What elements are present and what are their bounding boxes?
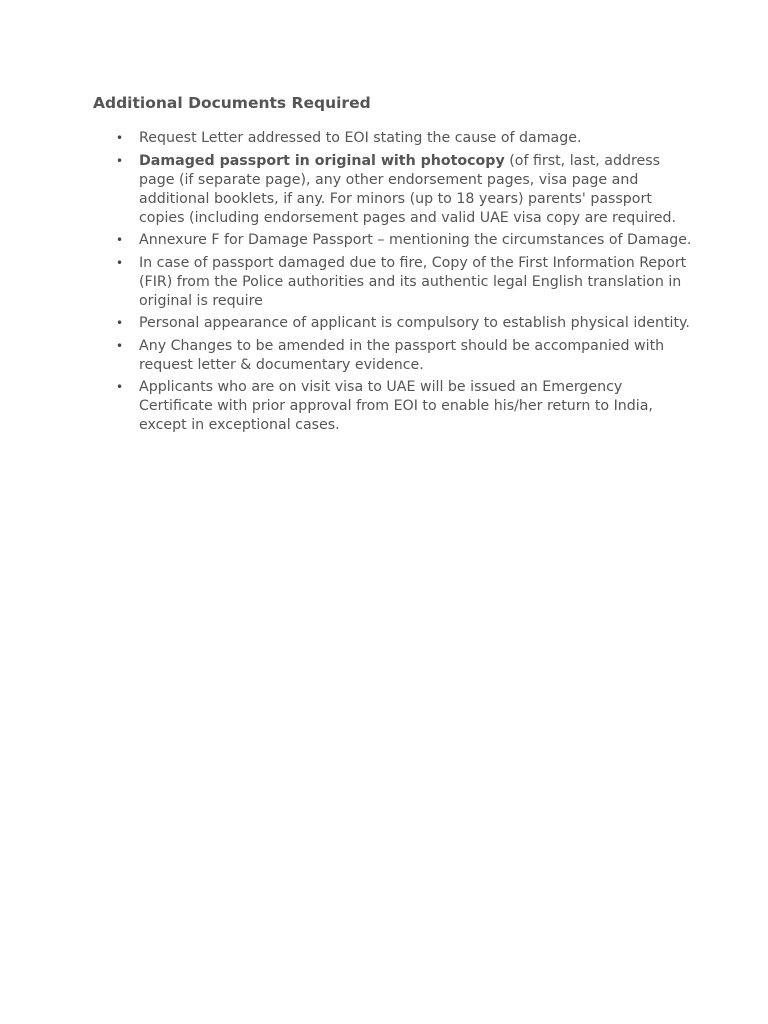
item-text: In case of passport damaged due to fire, Copy of the First Information Report (FIR) from the Police authorities and its authentic legal English translation in original is require bbox=[139, 254, 687, 309]
item-text: Applicants who are on visit visa to UAE will be issued an Emergency Certificate with prior approval from EOI to enable his/her return to India, except in exceptional cases. bbox=[139, 379, 653, 433]
list-item bbox=[93, 129, 693, 148]
section-heading: Additional Documents Required bbox=[93, 94, 371, 112]
list-item bbox=[93, 152, 693, 228]
list-item bbox=[93, 378, 693, 435]
item-text: (of first, last, address page (if separate page), any other endorsement pages, visa page and additional booklets, if any. For minors (up to 18 years) parents' passport copies (including endorsement pages and valid UAE visa copy are required. bbox=[139, 152, 677, 226]
requirements-list bbox=[93, 129, 693, 439]
item-text: Request Letter addressed to EOI stating the cause of damage. bbox=[139, 130, 582, 146]
item-text: Personal appearance of applicant is compulsory to establish physical identity. bbox=[139, 315, 690, 331]
bullet-icon: • bbox=[116, 233, 124, 247]
bullet-icon: • bbox=[116, 153, 124, 168]
list-item bbox=[93, 231, 693, 250]
item-text: Any Changes to be amended in the passport should be accompanied with request letter & documentary evidence. bbox=[139, 337, 665, 373]
list-item bbox=[93, 337, 693, 375]
bullet-icon: • bbox=[116, 338, 124, 353]
item-text: Annexure F for Damage Passport – mentioning the circumstances of Damage. bbox=[139, 232, 692, 248]
bullet-icon: • bbox=[116, 131, 124, 145]
bullet-icon: • bbox=[116, 255, 124, 270]
list-item bbox=[93, 314, 693, 333]
bullet-icon: • bbox=[116, 380, 124, 394]
list-item bbox=[93, 254, 693, 311]
item-bold-text: Damaged passport in original with photocopy bbox=[139, 152, 505, 169]
bullet-icon: • bbox=[116, 316, 124, 330]
